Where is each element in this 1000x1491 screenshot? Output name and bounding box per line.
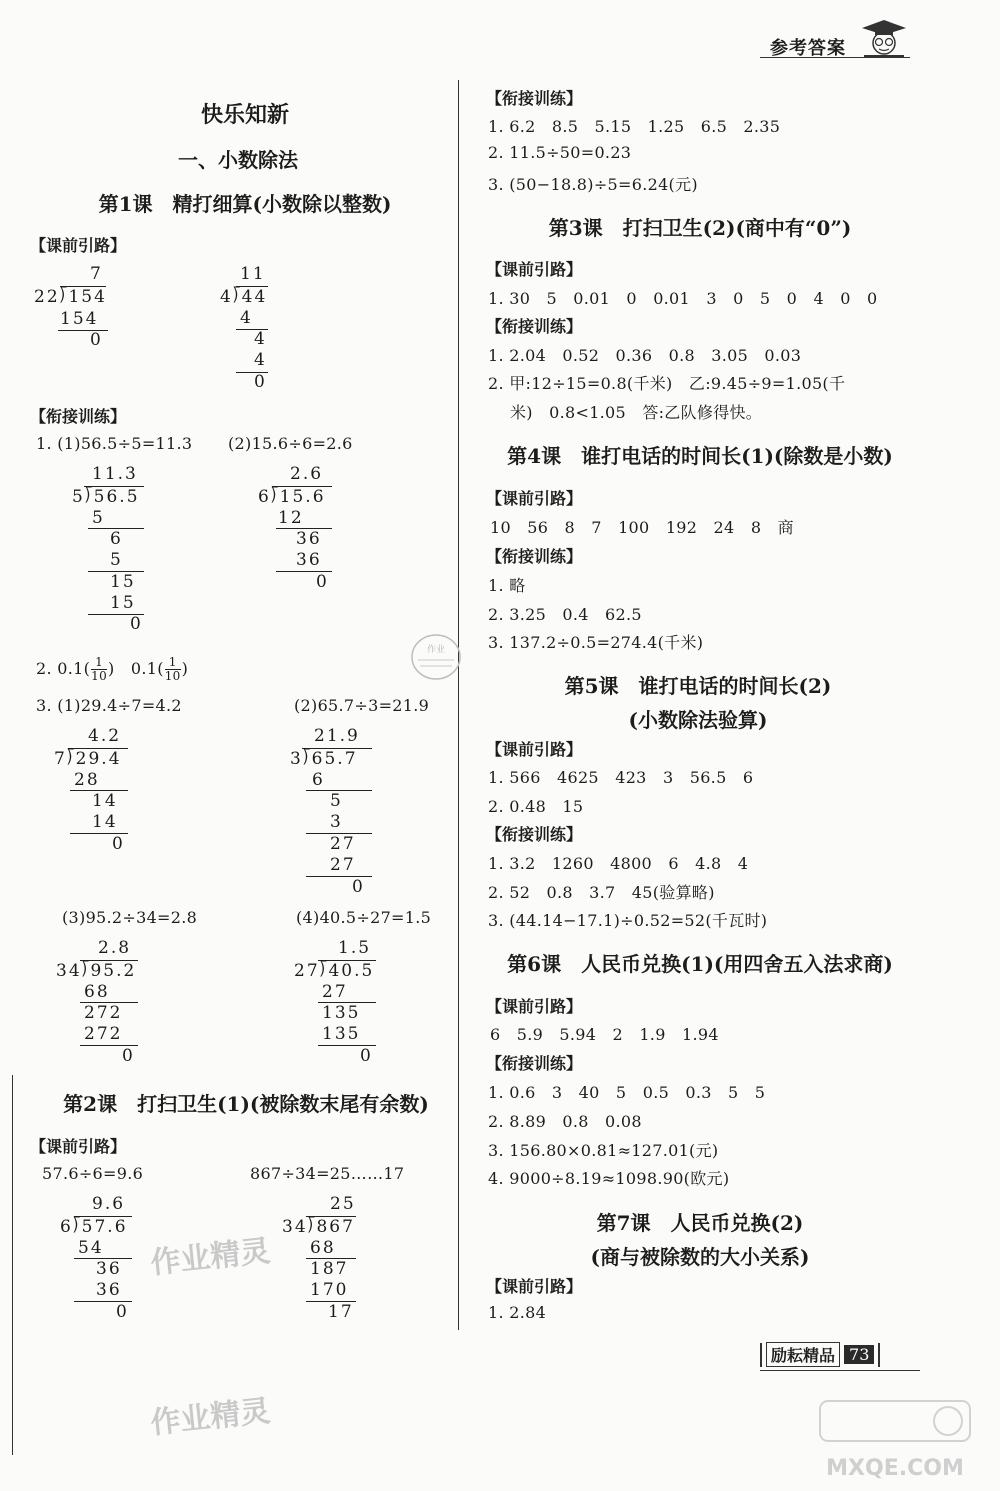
division-step: 170 bbox=[310, 1280, 349, 1300]
division-quotient: 2.6 bbox=[290, 464, 324, 484]
answer-line: 米) 0.8<1.05 答:乙队修得快。 bbox=[510, 403, 763, 422]
lesson4-heading: 第4课 谁打电话的时间长(1)(除数是小数) bbox=[507, 444, 893, 468]
lesson2-pre-label: 【课前引路】 bbox=[30, 1137, 127, 1156]
lesson4-train-label: 【衔接训练】 bbox=[486, 547, 583, 566]
division-dividend: 7⟌29.4 bbox=[54, 749, 122, 769]
answer-line: 867÷34=25……17 bbox=[250, 1164, 405, 1183]
division-step: 36 bbox=[96, 1259, 122, 1279]
lesson1-pre-label: 【课前引路】 bbox=[30, 236, 127, 255]
answer-line: (3)95.2÷34=2.8 bbox=[62, 908, 198, 927]
division-dividend: 5⟌56.5 bbox=[72, 487, 140, 507]
answer-line: 1. 0.6 3 40 5 0.5 0.3 5 5 bbox=[488, 1083, 766, 1102]
answer-line: 2. 52 0.8 3.7 45(验算略) bbox=[488, 883, 715, 902]
chapter-title: 一、小数除法 bbox=[178, 148, 298, 172]
lesson5-pre-label: 【课前引路】 bbox=[486, 740, 583, 759]
division-step: 6 bbox=[312, 770, 325, 790]
division-step: 27 bbox=[322, 982, 348, 1002]
answer-line: 2. 甲:12÷15=0.8(千米) 乙:9.45÷9=1.05(千 bbox=[488, 374, 846, 393]
division-remainder: 0 bbox=[116, 1302, 129, 1322]
answer-line: 1. 2.84 bbox=[488, 1303, 547, 1322]
division-step: 272 bbox=[84, 1003, 123, 1023]
division-quotient: 2.8 bbox=[98, 938, 132, 958]
answer-line: 1. 6.2 8.5 5.15 1.25 6.5 2.35 bbox=[488, 117, 781, 136]
answer-line: 1. 3.2 1260 4800 6 4.8 4 bbox=[488, 854, 749, 873]
lesson1-heading: 第1课 精打细算(小数除以整数) bbox=[98, 192, 392, 216]
answer-line: 3. (44.14−17.1)÷0.52=52(千瓦时) bbox=[488, 911, 768, 930]
division-remainder: 0 bbox=[352, 877, 365, 897]
answer-line: 2. 3.25 0.4 62.5 bbox=[488, 605, 642, 624]
division-remainder: 0 bbox=[254, 372, 267, 392]
division-quotient: 25 bbox=[330, 1194, 356, 1214]
fraction: $\frac{1}{10}$ bbox=[164, 655, 181, 683]
lesson3-heading: 第3课 打扫卫生(2)(商中有“0”) bbox=[548, 216, 852, 240]
header-title: 参考答案 bbox=[770, 38, 846, 59]
division-dividend: 3⟌65.7 bbox=[290, 749, 358, 769]
answer-line-fractions: 2. 0.1( $\frac{1}{10}$ ) 0.1( $\frac{1}{10}$ ) bbox=[36, 655, 189, 683]
answer-line: 4. 9000÷8.19≈1098.90(欧元) bbox=[488, 1169, 730, 1188]
answer-line: 10 56 8 7 100 192 24 8 商 bbox=[490, 518, 794, 537]
division-step: 12 bbox=[278, 508, 304, 528]
answer-line: 2. 8.89 0.8 0.08 bbox=[488, 1112, 642, 1131]
division-step: 27 bbox=[330, 855, 356, 875]
answer-line: 3. 137.2÷0.5=274.4(千米) bbox=[488, 633, 704, 652]
lesson5-subheading: (小数除法验算) bbox=[628, 708, 768, 732]
left-margin-rule bbox=[12, 1075, 13, 1455]
page-title: 快乐知新 bbox=[200, 103, 290, 128]
train-label: 【衔接训练】 bbox=[486, 89, 583, 108]
division-step: 28 bbox=[74, 770, 100, 790]
division-step: 3 bbox=[330, 812, 343, 832]
watermark-text: 作业精灵 bbox=[148, 1393, 272, 1442]
division-quotient: 1.5 bbox=[338, 938, 372, 958]
header-rule bbox=[760, 57, 910, 58]
division-remainder: 0 bbox=[90, 330, 103, 350]
division-quotient: 9.6 bbox=[92, 1194, 126, 1214]
answer-line: 2. 11.5÷50=0.23 bbox=[488, 143, 632, 162]
division-step: 4 bbox=[254, 350, 267, 370]
fraction: $\frac{1}{10}$ bbox=[91, 655, 108, 683]
svg-text:作业: 作业 bbox=[426, 645, 446, 655]
lesson7-subheading: (商与被除数的大小关系) bbox=[590, 1245, 810, 1269]
footer-brand: 励耘精品 bbox=[766, 1342, 840, 1367]
division-step: 15 bbox=[110, 572, 136, 592]
svg-text:MXQE.COM: MXQE.COM bbox=[826, 1456, 964, 1481]
division-dividend: 6⟌57.6 bbox=[60, 1217, 128, 1237]
division-dividend: 34⟌95.2 bbox=[56, 961, 137, 981]
division-step: 135 bbox=[322, 1003, 361, 1023]
division-quotient: 4.2 bbox=[88, 726, 122, 746]
lesson6-pre-label: 【课前引路】 bbox=[486, 997, 583, 1016]
division-step: 36 bbox=[296, 550, 322, 570]
watermark-text: 作业精灵 bbox=[148, 1233, 272, 1282]
answer-line: 1. (1)56.5÷5=11.3 bbox=[36, 434, 193, 453]
division-remainder: 0 bbox=[360, 1046, 373, 1066]
division-step: 5 bbox=[110, 550, 123, 570]
division-quotient: 11 bbox=[240, 264, 266, 284]
answer-line: 2. 0.48 15 bbox=[488, 797, 584, 816]
answer-line: (2)65.7÷3=21.9 bbox=[294, 696, 430, 715]
division-quotient: 21.9 bbox=[314, 726, 360, 746]
division-step: 4 bbox=[240, 308, 253, 328]
lesson5-train-label: 【衔接训练】 bbox=[486, 825, 583, 844]
lesson7-pre-label: 【课前引路】 bbox=[486, 1277, 583, 1296]
answer-line: 3. (1)29.4÷7=4.2 bbox=[36, 696, 182, 715]
lesson2-heading: 第2课 打扫卫生(1)(被除数末尾有余数) bbox=[63, 1092, 429, 1116]
lesson6-train-label: 【衔接训练】 bbox=[486, 1054, 583, 1073]
division-remainder: 0 bbox=[316, 572, 329, 592]
division-step: 154 bbox=[60, 309, 99, 329]
division-step: 54 bbox=[78, 1238, 104, 1258]
lesson1-train-label: 【衔接训练】 bbox=[30, 407, 127, 426]
division-remainder: 0 bbox=[130, 614, 143, 634]
division-dividend: 4⟌44 bbox=[220, 287, 268, 307]
division-dividend: 34⟌867 bbox=[282, 1217, 355, 1237]
footer-brand-box bbox=[760, 1342, 880, 1367]
division-step: 6 bbox=[110, 529, 123, 549]
lesson6-heading: 第6课 人民币兑换(1)(用四舍五入法求商) bbox=[507, 952, 893, 976]
division-quotient: 11.3 bbox=[92, 464, 138, 484]
division-step: 5 bbox=[330, 791, 343, 811]
division-step: 15 bbox=[110, 593, 136, 613]
answer-line: 3. 156.80×0.81≈127.01(元) bbox=[488, 1141, 719, 1160]
division-step: 4 bbox=[254, 329, 267, 349]
division-remainder: 0 bbox=[122, 1046, 135, 1066]
division-dividend: 27⟌40.5 bbox=[294, 961, 375, 981]
division-step: 36 bbox=[96, 1280, 122, 1300]
division-dividend: 22⟌154 bbox=[34, 287, 107, 307]
answer-line: 6 5.9 5.94 2 1.9 1.94 bbox=[490, 1025, 719, 1044]
division-step: 135 bbox=[322, 1024, 361, 1044]
lesson5-heading: 第5课 谁打电话的时间长(2) bbox=[564, 674, 832, 698]
division-dividend: 6⟌15.6 bbox=[258, 487, 326, 507]
answer-line: 3. (50−18.8)÷5=6.24(元) bbox=[488, 175, 698, 194]
answer-line: (4)40.5÷27=1.5 bbox=[296, 908, 432, 927]
division-remainder: 0 bbox=[112, 834, 125, 854]
answer-line: 1. 30 5 0.01 0 0.01 3 0 5 0 4 0 0 bbox=[488, 289, 878, 308]
answer-line: 1. 566 4625 423 3 56.5 6 bbox=[488, 768, 754, 787]
answer-line: 1. 略 bbox=[488, 576, 526, 595]
division-step: 5 bbox=[92, 508, 105, 528]
division-step: 187 bbox=[310, 1259, 349, 1279]
column-divider bbox=[458, 80, 459, 1330]
answer-line: (2)15.6÷6=2.6 bbox=[228, 434, 353, 453]
division-step: 68 bbox=[310, 1238, 336, 1258]
lesson3-pre-label: 【课前引路】 bbox=[486, 260, 583, 279]
division-step: 14 bbox=[92, 791, 118, 811]
division-step: 68 bbox=[84, 982, 110, 1002]
division-quotient: 7 bbox=[90, 264, 103, 284]
lesson7-heading: 第7课 人民币兑换(2) bbox=[596, 1211, 804, 1235]
division-remainder: 17 bbox=[328, 1302, 354, 1322]
watermark-logo-icon bbox=[800, 1395, 990, 1485]
lesson3-train-label: 【衔接训练】 bbox=[486, 317, 583, 336]
student-mascot-icon bbox=[858, 16, 910, 58]
division-step: 272 bbox=[84, 1024, 123, 1044]
answer-line: 57.6÷6=9.6 bbox=[42, 1164, 144, 1183]
division-step: 14 bbox=[92, 812, 118, 832]
page-number: 73 bbox=[844, 1345, 874, 1364]
answer-line: 1. 2.04 0.52 0.36 0.8 3.05 0.03 bbox=[488, 346, 802, 365]
stamp-watermark-icon bbox=[408, 630, 464, 684]
division-step: 27 bbox=[330, 834, 356, 854]
division-step: 36 bbox=[296, 529, 322, 549]
lesson4-pre-label: 【课前引路】 bbox=[486, 489, 583, 508]
